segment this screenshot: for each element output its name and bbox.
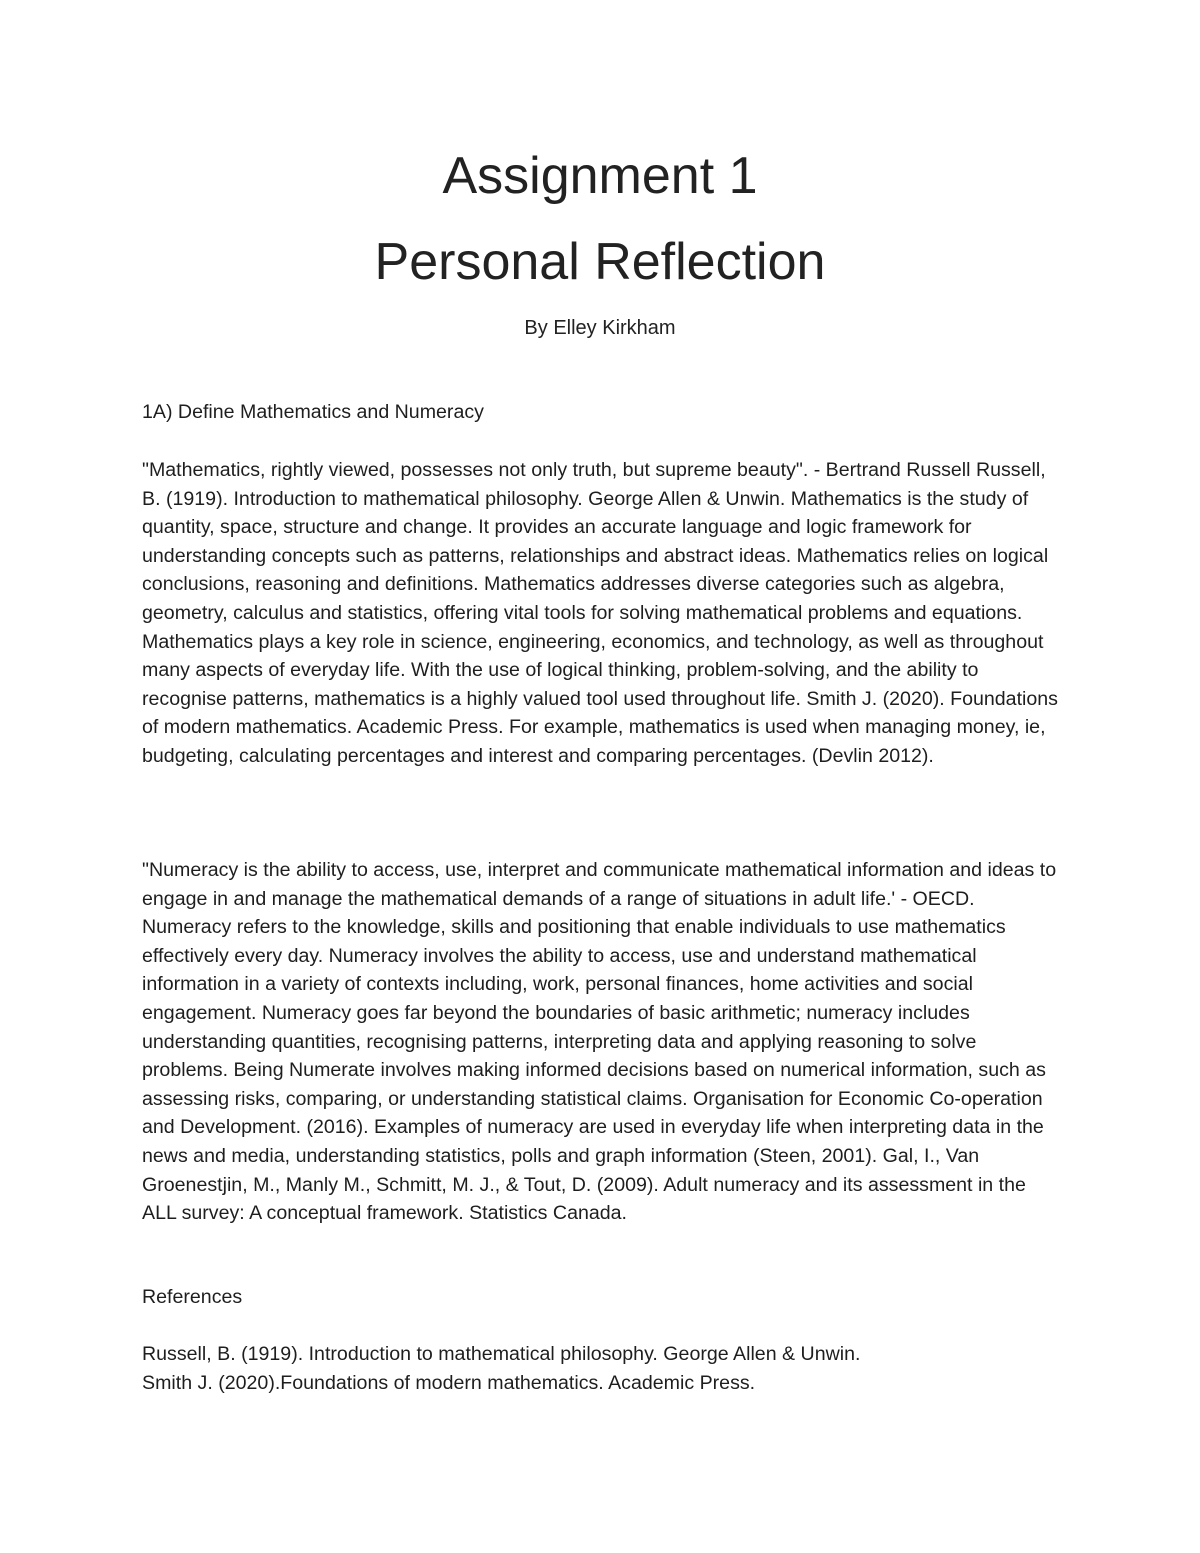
section-heading: 1A) Define Mathematics and Numeracy [142, 401, 484, 423]
reference-item: Smith J. (2020).Foundations of modern mathematics. Academic Press. [142, 1371, 756, 1394]
reference-item: Russell, B. (1919). Introduction to mathematical philosophy. George Allen & Unwin. [142, 1343, 861, 1365]
references-list [142, 1340, 1064, 1397]
paragraph-mathematics: "Mathematics, rightly viewed, possesses not only truth, but supreme beauty". - Bertrand Russell Russell, B. (1919). Introduction to mathematical philosophy. George Allen & Unwin. Mathematics is the study of quantity, space, structure and change. It provides an accurate language and logic framework for understanding concepts such as patterns, relationships and abstract ideas. Mathematics relies on logical conclusions, reasoning and definitions. Mathematics addresses diverse categories such as algebra, geometry, calculus and statistics, offering vital tools for solving mathematical problems and equations. Mathematics plays a key role in science, engineering, economics, and technology, as well as throughout many aspects of everyday life. With the use of logical thinking, problem-solving, and the ability to recognise patterns, mathematics is a highly valued tool used throughout life. Smith J. (2020). Foundations of modern mathematics. Academic Press. For example, mathematics is used when managing money, ie, budgeting, calculating percentages and interest and comparing percentages. (Devlin 2012). [142, 459, 1058, 767]
document-title: Assignment 1 [442, 147, 758, 205]
references-heading: References [142, 1286, 243, 1308]
paragraph-numeracy: "Numeracy is the ability to access, use, interpret and communicate mathematical information and ideas to engage in and manage the mathematical demands of a range of situations in adult life.' - OECD. Numeracy refers to the knowledge, skills and positioning that enable individuals to use mathematics effectively every day. Numeracy involves the ability to access, use and understand mathematical information in a variety of contexts including, work, personal finances, home activities and social engagement. Numeracy goes far beyond the boundaries of basic arithmetic; numeracy includes understanding quantities, recognising patterns, interpreting data and applying reasoning to solve problems. Being Numerate involves making informed decisions based on numerical information, such as assessing risks, comparing, or understanding statistical claims. Organisation for Economic Co-operation and Development. (2016). Examples of numeracy are used in everyday life when interpreting data in the news and media, understanding statistics, polls and graph information (Steen, 2001). Gal, I., Van Groenestjin, M., Manly M., Schmitt, M. J., & Tout, D. (2009). Adult numeracy and its assessment in the ALL survey: A conceptual framework. Statistics Canada. [142, 859, 1057, 1225]
author-byline: By Elley Kirkham [524, 317, 676, 339]
document-subtitle: Personal Reflection [374, 233, 826, 291]
